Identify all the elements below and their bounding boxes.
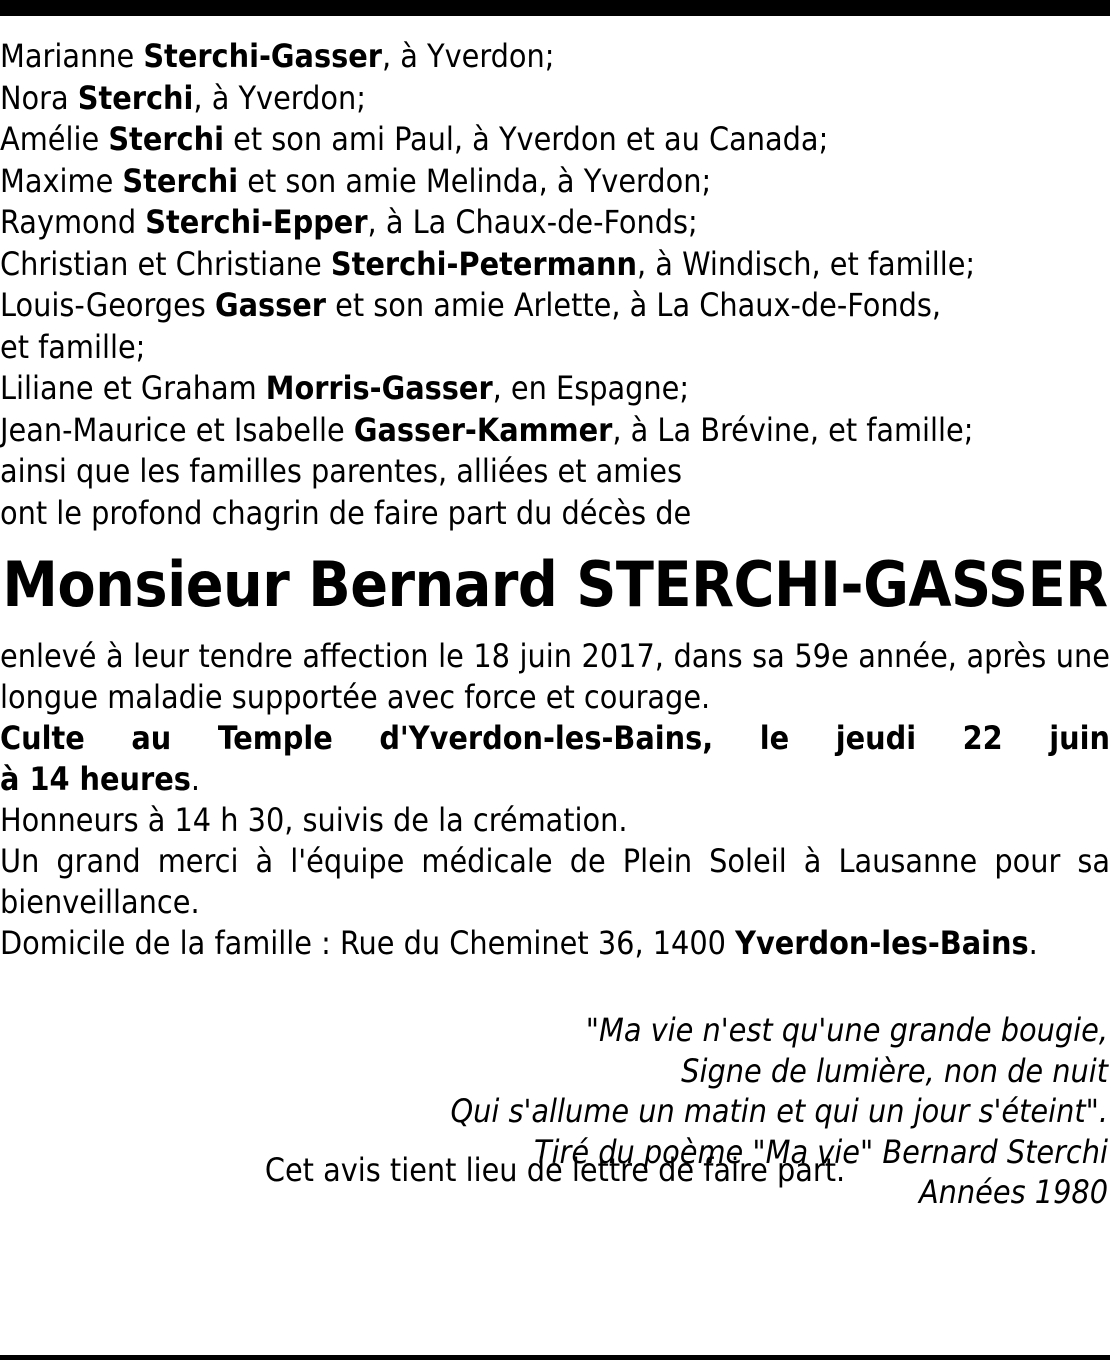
family-name: Sterchi-Epper <box>145 203 368 241</box>
family-line-suffix: , à Windisch, et famille; <box>637 244 976 283</box>
poem-line: "Ma vie n'est qu'une grande bougie, <box>585 1011 1108 1049</box>
family-line <box>0 244 1110 286</box>
family-line <box>0 451 1110 493</box>
family-name: Sterchi <box>77 78 194 117</box>
bottom-rule <box>0 1355 1110 1360</box>
family-line <box>0 368 1110 410</box>
domicile-address: Domicile de la famille : Rue du Cheminet 36, 1400 <box>0 924 736 962</box>
service-word: Culte <box>0 719 85 757</box>
family-line-prefix: Jean-Maurice et Isabelle <box>0 410 354 449</box>
service-line <box>0 718 1110 759</box>
family-line-prefix: Liliane et Graham <box>0 369 266 407</box>
family-line <box>0 161 1110 203</box>
family-line-prefix: Nora <box>0 78 78 117</box>
family-line <box>0 327 1110 369</box>
passing-text: enlevé à leur tendre affection le 18 juin 2017, dans sa 59e année, après une longue maladie supportée avec force et courage. <box>0 637 1110 716</box>
family-line-prefix: Maxime <box>0 161 123 200</box>
family-line <box>0 119 1110 161</box>
family-line-suffix: , à Yverdon; <box>381 37 555 75</box>
family-line-prefix: ainsi que les familles parentes, alliées et amies <box>0 452 683 490</box>
family-line-suffix: et son ami Paul, à Yverdon et au Canada; <box>223 120 829 158</box>
service-word: d'Yverdon-les-Bains, <box>379 719 714 757</box>
thanks-text: Un grand merci à l'équipe médicale de Plein Soleil à Lausanne pour sa bienveillance. <box>0 842 1110 921</box>
family-list <box>0 36 1110 534</box>
domicile-end: . <box>1028 924 1038 962</box>
service-time-end: . <box>190 760 201 798</box>
family-line-suffix: , à Yverdon; <box>193 78 366 117</box>
family-line-suffix: , à La Brévine, et famille; <box>612 410 974 449</box>
family-line-prefix: Raymond <box>0 203 146 241</box>
family-line <box>0 493 1110 535</box>
footer-note: Cet avis tient lieu de lettre de faire part. <box>264 1151 846 1189</box>
domicile-city: Yverdon-les-Bains <box>735 924 1029 962</box>
family-name: Sterchi <box>122 161 239 200</box>
family-line-prefix: et famille; <box>0 327 146 366</box>
service-word: jeudi <box>835 719 917 757</box>
family-name: Morris-Gasser <box>265 369 493 407</box>
family-line <box>0 285 1110 327</box>
family-line <box>0 202 1110 244</box>
service-word: le <box>759 719 790 757</box>
poem-attribution: Tiré du poème "Ma vie" Bernard Sterchi <box>533 1132 1108 1171</box>
family-line-prefix: ont le profond chagrin de faire part du décès de <box>0 493 692 532</box>
honours-text: Honneurs à 14 h 30, suivis de la crémation. <box>0 801 628 839</box>
family-name: Sterchi <box>108 120 224 158</box>
poem-line: Qui s'allume un matin et qui un jour s'éteint". <box>450 1092 1108 1130</box>
domicile-text <box>0 923 1110 964</box>
family-line <box>0 410 1110 452</box>
family-line-suffix: et son amie Arlette, à La Chaux-de-Fonds, <box>326 286 941 324</box>
poem-date: Années 1980 <box>918 1173 1108 1211</box>
poem-line: Signe de lumière, non de nuit <box>681 1051 1108 1090</box>
family-line <box>0 36 1110 78</box>
family-line-suffix: et son amie Melinda, à Yverdon; <box>238 161 712 200</box>
family-line-prefix: Marianne <box>0 37 144 75</box>
top-rule <box>0 0 1110 16</box>
family-name: Sterchi-Gasser <box>143 37 382 75</box>
family-line-prefix: Louis-Georges <box>0 286 215 324</box>
family-line-prefix: Christian et Christiane <box>0 244 331 283</box>
family-line-prefix: Amélie <box>0 120 109 158</box>
service-word: Temple <box>217 719 333 757</box>
family-line-suffix: , en Espagne; <box>492 369 690 407</box>
deceased-title: Monsieur Bernard STERCHI-GASSER <box>2 548 1108 621</box>
service-word: juin <box>1049 719 1110 757</box>
service-word: au <box>131 719 172 757</box>
family-line <box>0 78 1110 120</box>
family-name: Gasser <box>214 286 326 324</box>
service-info <box>0 718 1110 759</box>
family-line-suffix: , à La Chaux-de-Fonds; <box>367 203 698 241</box>
family-name: Sterchi-Petermann <box>330 244 638 283</box>
service-word: 22 <box>962 719 1003 757</box>
family-name: Gasser-Kammer <box>353 410 613 449</box>
announcement-details <box>0 636 1110 964</box>
service-time <box>0 759 1110 800</box>
service-time-value: à 14 heures <box>0 760 191 798</box>
